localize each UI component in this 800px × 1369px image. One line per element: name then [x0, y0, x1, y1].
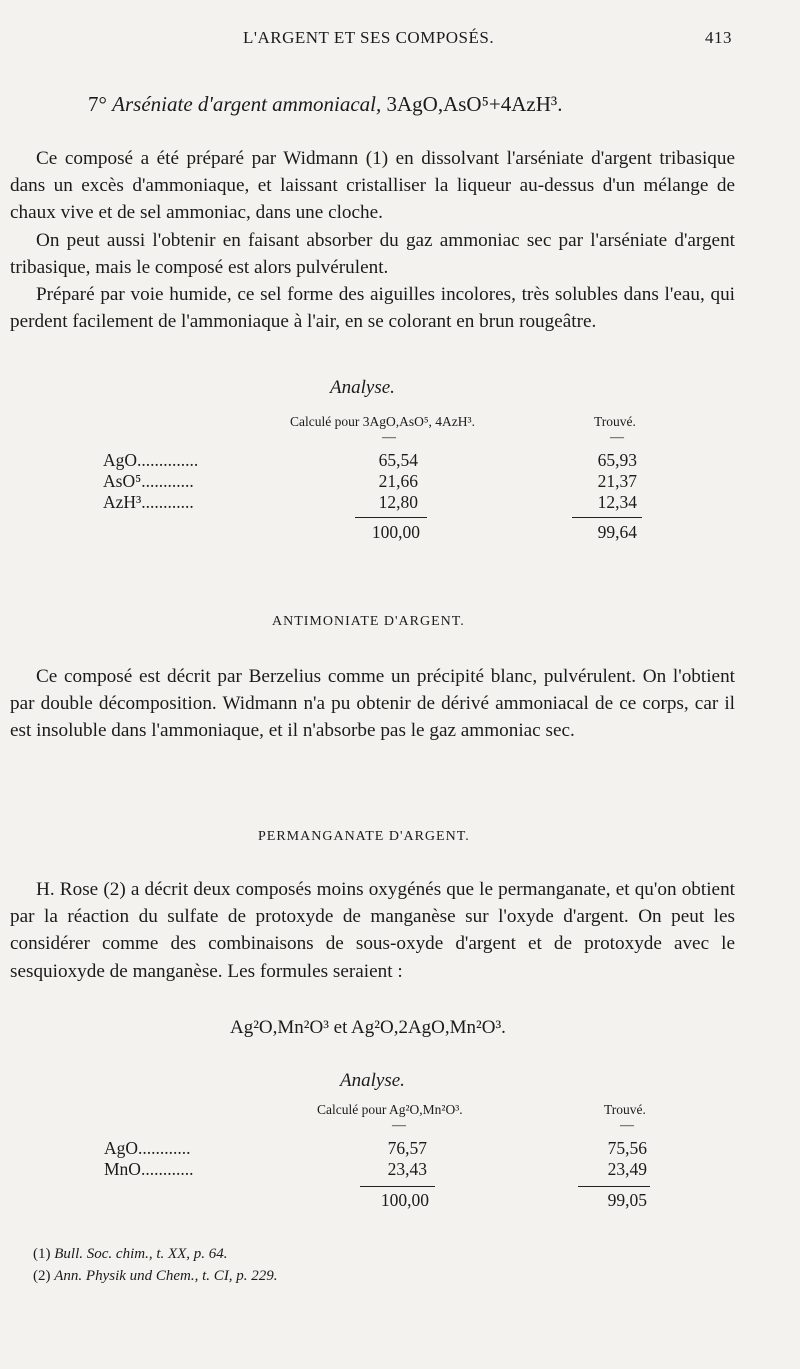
table-row-label: AzH³............ [103, 492, 194, 512]
column-header-found: Trouvé. [594, 414, 636, 429]
table-cell-calculated: 65,54 [378, 450, 418, 470]
formula-line: Ag²O,Mn²O³ et Ag²O,2AgO,Mn²O³. [230, 1017, 506, 1038]
paragraph: Ce composé a été préparé par Widmann (1) en dissolvant l'arséniate d'argent tribasique dans un excès d'ammoniaque, et laissant cristalliser la liqueur au-dessus d'un mélange de chaux vive et de sel ammoniac, dans une cloche. [10, 148, 735, 224]
table-cell-found: 75,56 [607, 1138, 647, 1158]
table-cell-found: 21,37 [597, 471, 637, 491]
footnote: (2) Ann. Physik und Chem., t. CI, p. 229. [33, 1268, 278, 1284]
column-header-calculated: Calculé pour 3AgO,AsO⁵, 4AzH³. [290, 414, 475, 429]
table-cell-calculated: 23,43 [387, 1159, 427, 1179]
column-dash: — [392, 1118, 406, 1133]
analysis-caption: Analyse. [340, 1070, 405, 1091]
table-cell-calculated: 12,80 [378, 492, 418, 512]
table-cell-found: 23,49 [607, 1159, 647, 1179]
table-total-calculated: 100,00 [371, 522, 420, 542]
table-total-found: 99,64 [597, 522, 637, 542]
total-rule [355, 517, 427, 518]
table-cell-calculated: 21,66 [378, 471, 418, 491]
section-heading-permanganate: PERMANGANATE D'ARGENT. [258, 829, 470, 844]
total-rule [572, 517, 642, 518]
table-total-found: 99,05 [607, 1190, 647, 1210]
running-header-title: L'ARGENT ET SES COMPOSÉS. [243, 28, 495, 47]
paragraph: H. Rose (2) a décrit deux composés moins oxygénés que le permanganate, et qu'on obtient par la réaction du sulfate de protoxyde de manganèse sur l'oxyde d'argent. On peut les considérer comme des combinaisons de sous-oxyde d'argent et de protoxyde avec le sesquioxyde de manganèse. Les formules seraient : [10, 879, 735, 982]
table-row-label: AgO.............. [103, 450, 199, 470]
table-row-label: AsO⁵............ [103, 471, 194, 491]
paragraph: On peut aussi l'obtenir en faisant absorber du gaz ammoniac sec par l'arséniate d'argent tribasique, mais le composé est alors pulvérulent. [10, 229, 735, 278]
section-formula: 3AgO,AsO⁵+4AzH³. [386, 92, 563, 116]
column-header-calculated: Calculé pour Ag²O,Mn²O³. [317, 1102, 463, 1117]
permanganate-text [10, 876, 735, 985]
column-dash: — [620, 1118, 634, 1133]
total-rule [578, 1186, 650, 1187]
section-title: Arséniate d'argent ammoniacal, [112, 92, 382, 116]
page-number: 413 [705, 28, 732, 47]
paragraph: Préparé par voie humide, ce sel forme des aiguilles incolores, très solubles dans l'eau, qui perdent facilement de l'ammoniaque à l'air, en se colorant en brun rougeâtre. [10, 284, 735, 333]
total-rule [360, 1186, 435, 1187]
table-total-calculated: 100,00 [380, 1190, 429, 1210]
analysis-caption: Analyse. [330, 377, 395, 398]
column-dash: — [610, 430, 624, 445]
table-row-label: AgO............ [104, 1138, 191, 1158]
column-dash: — [382, 430, 396, 445]
footnote: (1) Bull. Soc. chim., t. XX, p. 64. [33, 1246, 228, 1262]
section-heading-antimoniate: ANTIMONIATE D'ARGENT. [272, 614, 465, 629]
column-header-found: Trouvé. [604, 1102, 646, 1117]
table-row-label: MnO............ [104, 1159, 194, 1179]
table-cell-found: 65,93 [597, 450, 637, 470]
table-cell-found: 12,34 [597, 492, 637, 512]
paragraph: Ce composé est décrit par Berzelius comme un précipité blanc, pulvérulent. On l'obtient par double décomposition. Widmann n'a pu obtenir de dérivé ammoniacal de ce corps, car il est insoluble dans l'ammoniaque, et il n'absorbe pas le gaz ammoniac sec. [10, 666, 735, 742]
section-number: 7° [88, 92, 107, 116]
arseniate-text [10, 145, 735, 335]
table-cell-calculated: 76,57 [387, 1138, 427, 1158]
antimoniate-text [10, 663, 735, 745]
section-heading-arseniate [88, 92, 562, 117]
